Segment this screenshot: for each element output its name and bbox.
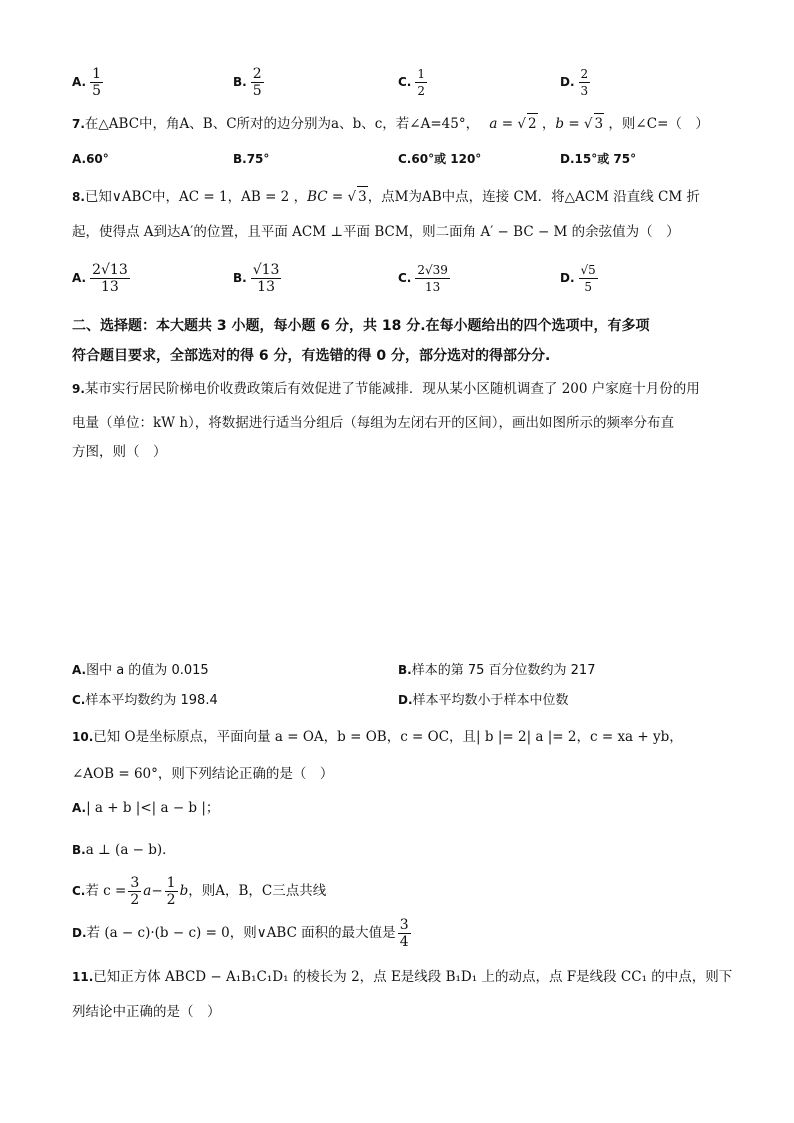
q9-option-a[interactable]: A.图中 a 的值为 0.015: [72, 663, 209, 678]
q10-stem-line1: 10.已知 O是坐标原点，平面向量 a = OA，b = OB，c = OC，且| b |= 2| a |= 2，c = xa + yb，: [72, 729, 683, 745]
q10-stem-line2: ∠AOB = 60°，则下列结论正确的是（ ）: [72, 766, 334, 782]
q6-option-a[interactable]: A. $\frac{1}{5}$: [72, 65, 101, 99]
fraction: $\frac{2}{3}$: [580, 66, 589, 98]
q10-option-c[interactable]: C. 若 c = $\frac{3}{2}$ a − $\frac{1}{2}$ b ，则A，B，C三点共线: [72, 874, 327, 908]
fraction: $\frac{1}{5}$: [92, 65, 101, 99]
q8-option-b[interactable]: B. $\frac{√13}{13}$: [233, 261, 280, 295]
q6-option-b[interactable]: B. $\frac{2}{5}$: [233, 65, 262, 99]
q9-option-c[interactable]: C.样本平均数约为 198.4: [72, 693, 218, 708]
q9-stem-line1: 9.某市实行居民阶梯电价收费政策后有效促进了节能减排．现从某小区随机调查了 200 户家庭十月份的用: [72, 381, 700, 397]
q6-option-c[interactable]: C. $\frac{1}{2}$: [398, 66, 426, 98]
q9-stem-line3: 方图，则（ ）: [72, 444, 167, 460]
q8-stem-line2: 起，使得点 A到达A′的位置，且平面 ACM ⊥平面 BCM，则二面角 A′ − BC − M 的余弦值为（ ）: [72, 224, 680, 240]
fraction: $\frac{3}{4}$: [399, 916, 409, 950]
q9-option-b[interactable]: B.样本的第 75 百分位数约为 217: [398, 663, 596, 678]
q9-stem-line2: 电量（单位：kW h），将数据进行适当分组后（每组为左闭右开的区间），画出如图所示的频率分布直: [72, 415, 675, 431]
q11-stem-line2: 列结论中正确的是（ ）: [72, 1004, 221, 1020]
fraction: $\frac{√13}{13}$: [252, 261, 280, 295]
q7-option-c[interactable]: C.60°或 120°: [398, 152, 482, 166]
q7-stem: 7.在△ABC中，角A、B、C所对的边分别为a、b、c，若∠A=45°， a = √ 2 ，b = √ 3 ，则∠C=（ ）: [72, 113, 709, 134]
q8-options: [72, 258, 722, 298]
q8-option-c[interactable]: C. $\frac{2√39}{13}$: [398, 262, 448, 294]
fraction: $\frac{2√13}{13}$: [92, 261, 128, 295]
q8-option-a[interactable]: A. $\frac{2√13}{13}$: [72, 261, 128, 295]
q7-option-b[interactable]: B.75°: [233, 152, 270, 166]
fraction: $\frac{2√39}{13}$: [417, 262, 448, 294]
q8-stem-line1: 8.已知∨ABC中，AC = 1，AB = 2 ，BC = √ 3，点M为AB中点，连接 CM．将△ACM 沿直线 CM 折: [72, 186, 700, 207]
fraction: $\frac{2}{5}$: [252, 65, 262, 99]
q6-options: [72, 62, 722, 102]
fraction: $\frac{3}{2}$: [130, 874, 140, 908]
q10-option-d[interactable]: D. 若 (a − c)·(b − c) = 0，则∨ABC 面积的最大值是 $\frac{3}{4}$: [72, 916, 409, 950]
section-heading-line1: 二、选择题：本大题共 3 小题，每小题 6 分，共 18 分.在每小题给出的四个选项中，有多项: [72, 318, 650, 334]
fraction: $\frac{1}{2}$: [166, 874, 176, 908]
q8-option-d[interactable]: D. $\frac{√5}{5}$: [560, 262, 596, 294]
q10-option-a[interactable]: A.| a + b |<| a − b |；: [72, 800, 220, 816]
q7-option-a[interactable]: A.60°: [72, 152, 109, 166]
q7-option-d[interactable]: D.15°或 75°: [560, 152, 637, 166]
q11-stem-line1: 11.已知正方体 ABCD − A₁B₁C₁D₁ 的棱长为 2，点 E是线段 B₁D₁ 上的动点，点 F是线段 CC₁ 的中点，则下: [72, 969, 733, 985]
q9-option-d[interactable]: D.样本平均数小于样本中位数: [398, 693, 569, 708]
section-heading-line2: 符合题目要求，全部选对的得 6 分，有选错的得 0 分，部分选对的得部分分.: [72, 348, 551, 364]
fraction: $\frac{1}{2}$: [417, 66, 426, 98]
q6-option-d[interactable]: D. $\frac{2}{3}$: [560, 66, 589, 98]
fraction: $\frac{√5}{5}$: [580, 262, 596, 294]
q10-option-b[interactable]: B.a ⊥ (a − b)．: [72, 842, 176, 858]
